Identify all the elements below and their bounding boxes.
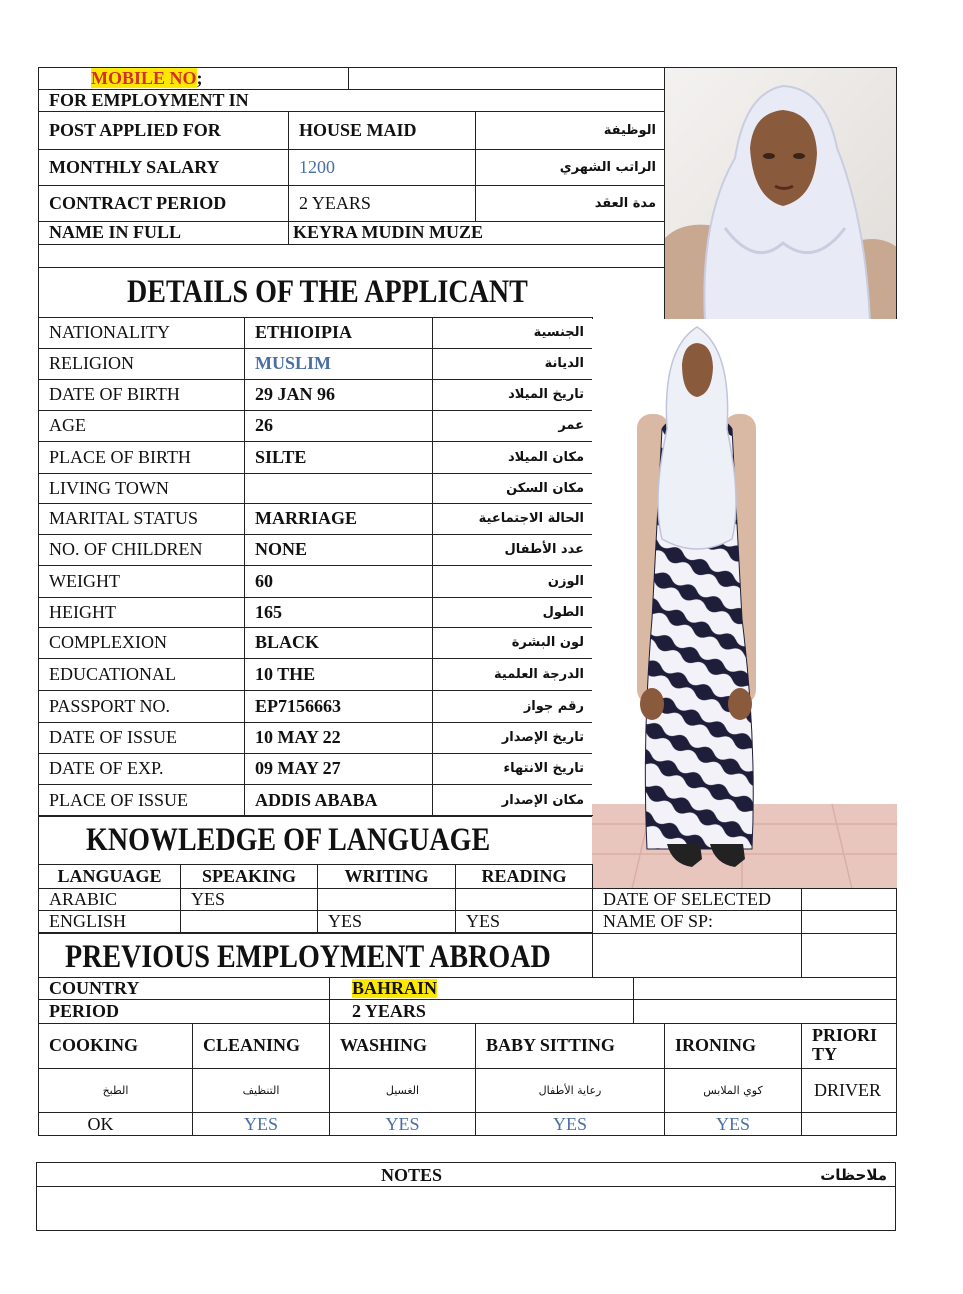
detail-arabic-cell [432, 658, 593, 691]
detail-value: 60 [255, 570, 273, 591]
language-title-cell [38, 815, 593, 865]
skill-arabic-cell [801, 1068, 897, 1113]
detail-value-cell [244, 503, 433, 535]
detail-label-cell [38, 441, 245, 474]
skill-value-cell [192, 1112, 330, 1136]
language-header-cell [180, 864, 318, 889]
full-body-photo [592, 319, 897, 889]
detail-label-cell [38, 348, 245, 380]
detail-value: 10 THE [255, 663, 316, 684]
language-header: SPEAKING [201, 866, 297, 886]
detail-arabic-cell [432, 379, 593, 411]
post-arabic-cell: الوظيفة [475, 111, 665, 150]
detail-arabic: تاريخ الإصدار [501, 729, 584, 745]
detail-arabic-cell [432, 753, 593, 785]
mobile-row: MOBILE NO; [38, 67, 349, 90]
detail-label-cell [38, 753, 245, 785]
skill-header: BABY SITTING [486, 1035, 615, 1056]
detail-arabic-cell [432, 317, 593, 349]
contract-value-cell: 2 YEARS [288, 185, 476, 222]
detail-label-cell [38, 534, 245, 566]
detail-arabic-cell [432, 441, 593, 474]
skill-arabic-cell [38, 1068, 193, 1113]
detail-arabic: لون البشرة [511, 634, 584, 650]
detail-value: 10 MAY 22 [255, 727, 341, 748]
notes-arabic: ملاحظات [820, 1165, 887, 1184]
language-cell [38, 910, 181, 933]
skill-header: PRIORI TY [812, 1025, 878, 1064]
previous-title: PREVIOUS EMPLOYMENT ABROAD [65, 939, 551, 975]
detail-value: ADDIS ABABA [255, 789, 378, 810]
language-value: YES [328, 910, 363, 931]
detail-value-cell [244, 690, 433, 723]
detail-arabic-cell [432, 722, 593, 754]
language-header-cell [317, 864, 456, 889]
skill-arabic-cell [664, 1068, 802, 1113]
skill-value: OK [87, 1114, 114, 1134]
detail-label: DATE OF ISSUE [49, 727, 178, 748]
detail-arabic: الجنسية [533, 324, 584, 340]
detail-arabic-cell [432, 690, 593, 723]
skill-value: YES [552, 1114, 587, 1134]
skill-arabic: الطبخ [102, 1083, 129, 1097]
skill-value-cell [38, 1112, 193, 1136]
period-label-cell: PERIOD [38, 999, 330, 1024]
post-value-cell: HOUSE MAID [288, 111, 476, 150]
detail-arabic-cell [432, 627, 593, 659]
skill-header-cell [475, 1023, 665, 1069]
detail-label-cell [38, 658, 245, 691]
contract-label-cell: CONTRACT PERIOD [38, 185, 289, 222]
detail-value-cell [244, 722, 433, 754]
detail-value-cell [244, 473, 433, 504]
skill-arabic-cell [475, 1068, 665, 1113]
skill-header-cell [38, 1023, 193, 1069]
skill-header-cell [192, 1023, 330, 1069]
detail-label: MARITAL STATUS [49, 508, 198, 529]
skill-value-cell [329, 1112, 476, 1136]
skill-arabic-cell [192, 1068, 330, 1113]
skill-header: COOKING [49, 1035, 139, 1056]
detail-arabic-cell [432, 534, 593, 566]
mobile-value-field[interactable] [348, 67, 665, 90]
name-sp-field[interactable] [801, 910, 897, 934]
detail-value: MARRIAGE [255, 508, 357, 529]
detail-label-cell [38, 317, 245, 349]
for-employment-label: FOR EMPLOYMENT IN [49, 89, 249, 110]
detail-arabic-cell [432, 348, 593, 380]
name-sp-label-cell: NAME OF SP: [592, 910, 802, 934]
detail-value-cell [244, 658, 433, 691]
country-label-cell: COUNTRY [38, 977, 330, 1000]
date-selected-field[interactable] [801, 888, 897, 911]
detail-arabic-cell [432, 503, 593, 535]
detail-label: LIVING TOWN [49, 477, 169, 498]
blank-row [38, 244, 665, 268]
detail-arabic: الطول [542, 604, 584, 620]
notes-label: NOTES [381, 1165, 443, 1185]
language-header-cell [455, 864, 593, 889]
language-cell [317, 910, 456, 933]
language-cell [180, 910, 318, 933]
details-title: DETAILS OF THE APPLICANT [127, 274, 528, 310]
detail-value-cell [244, 627, 433, 659]
detail-arabic: تاريخ الميلاد [508, 386, 584, 402]
detail-arabic-cell [432, 597, 593, 628]
detail-label: RELIGION [49, 353, 134, 374]
detail-value: 29 JAN 96 [255, 384, 335, 405]
detail-label-cell [38, 690, 245, 723]
detail-label: NATIONALITY [49, 322, 170, 343]
skill-arabic-cell [329, 1068, 476, 1113]
detail-label: COMPLEXION [49, 632, 168, 653]
detail-label: DATE OF EXP. [49, 758, 164, 779]
detail-label: NO. OF CHILDREN [49, 539, 203, 560]
previous-title-cell [38, 933, 593, 978]
detail-arabic: رقم جواز [523, 698, 584, 714]
detail-arabic: عدد الأطفال [504, 541, 584, 557]
skill-header-cell [801, 1023, 897, 1069]
detail-label: HEIGHT [49, 601, 116, 622]
skill-header: WASHING [340, 1035, 428, 1056]
detail-value-cell [244, 348, 433, 380]
detail-value-cell [244, 753, 433, 785]
detail-value-cell [244, 534, 433, 566]
detail-label-cell [38, 565, 245, 598]
portrait-photo [664, 67, 897, 320]
detail-value-cell [244, 784, 433, 817]
detail-value: 26 [255, 415, 273, 436]
salary-value-cell: 1200 [288, 149, 476, 186]
detail-value-cell [244, 565, 433, 598]
detail-value-cell [244, 317, 433, 349]
language-value: YES [466, 910, 501, 931]
language-header: LANGUAGE [57, 866, 162, 886]
notes-field[interactable] [36, 1186, 896, 1231]
skill-value: YES [243, 1114, 278, 1134]
post-label-cell: POST APPLIED FOR [38, 111, 289, 150]
for-employment-row [38, 89, 665, 112]
detail-arabic: تاريخ الانتهاء [503, 760, 584, 776]
name-value-cell: KEYRA MUDIN MUZE [288, 221, 665, 245]
name-label-cell: NAME IN FULL [38, 221, 289, 245]
detail-label-cell [38, 597, 245, 628]
detail-arabic: مكان السكن [506, 480, 584, 496]
detail-value-cell [244, 441, 433, 474]
language-header: WRITING [344, 866, 429, 886]
skill-arabic: التنظيف [242, 1083, 280, 1097]
period-extra-cell [633, 999, 897, 1024]
detail-label-cell [38, 722, 245, 754]
detail-arabic: الحالة الاجتماعية [478, 510, 584, 526]
date-selected-label-cell: DATE OF SELECTED [592, 888, 802, 911]
detail-value: 165 [255, 601, 282, 622]
country-extra-cell [633, 977, 897, 1000]
contract-arabic-cell: مدة العقد [475, 185, 665, 222]
detail-label-cell [38, 627, 245, 659]
detail-value: ETHIOIPIA [255, 322, 353, 343]
language-value: ENGLISH [49, 910, 126, 931]
skill-value-cell [475, 1112, 665, 1136]
detail-label: PASSPORT NO. [49, 695, 170, 716]
detail-value-cell [244, 597, 433, 628]
skill-value: YES [715, 1114, 750, 1134]
detail-arabic: مكان الإصدار [501, 792, 584, 808]
notes-header-cell [36, 1162, 896, 1187]
detail-arabic-cell [432, 784, 593, 817]
language-value: YES [191, 888, 226, 909]
detail-value: SILTE [255, 446, 307, 467]
detail-label: PLACE OF ISSUE [49, 789, 189, 810]
detail-value: MUSLIM [255, 353, 331, 374]
detail-label-cell [38, 503, 245, 535]
mobile-label: MOBILE NO [91, 67, 197, 88]
language-cell [180, 888, 318, 911]
detail-arabic: عمر [558, 417, 584, 433]
detail-value-cell [244, 379, 433, 411]
detail-value: NONE [255, 539, 308, 560]
detail-label-cell [38, 784, 245, 817]
detail-arabic-cell [432, 473, 593, 504]
skill-value: YES [385, 1114, 420, 1134]
previous-blank-b [801, 933, 897, 978]
salary-arabic-cell: الراتب الشهري [475, 149, 665, 186]
language-cell [317, 888, 456, 911]
skill-value-cell [664, 1112, 802, 1136]
detail-arabic-cell [432, 565, 593, 598]
detail-arabic: مكان الميلاد [507, 449, 584, 465]
detail-label: AGE [49, 415, 86, 436]
skill-arabic: DRIVER [814, 1079, 881, 1100]
skill-header: IRONING [675, 1035, 757, 1056]
skill-value-cell [801, 1112, 897, 1136]
period-value-cell: 2 YEARS [329, 999, 634, 1024]
language-title: KNOWLEDGE OF LANGUAGE [86, 822, 491, 858]
skill-header: CLEANING [203, 1035, 301, 1056]
language-header: READING [481, 866, 567, 886]
detail-arabic: الديانة [544, 355, 584, 371]
language-cell [455, 910, 593, 933]
salary-label-cell: MONTHLY SALARY [38, 149, 289, 186]
language-header-cell [38, 864, 181, 889]
skill-arabic: رعاية الأطفال [538, 1083, 602, 1097]
detail-value-cell [244, 410, 433, 442]
detail-value: 09 MAY 27 [255, 758, 341, 779]
detail-label: DATE OF BIRTH [49, 384, 180, 405]
detail-label: EDUCATIONAL [49, 663, 176, 684]
detail-label-cell [38, 473, 245, 504]
detail-label: WEIGHT [49, 570, 120, 591]
language-cell [455, 888, 593, 911]
detail-arabic: الوزن [547, 573, 584, 589]
detail-label-cell [38, 410, 245, 442]
detail-value: EP7156663 [255, 695, 342, 716]
language-cell [38, 888, 181, 911]
detail-value: BLACK [255, 632, 320, 653]
skill-header-cell [664, 1023, 802, 1069]
detail-label-cell [38, 379, 245, 411]
skill-arabic: الغسيل [385, 1083, 420, 1097]
skill-arabic: كوي الملابس [703, 1083, 763, 1097]
detail-arabic-cell [432, 410, 593, 442]
country-value-cell: BAHRAIN [329, 977, 634, 1000]
skill-header-cell [329, 1023, 476, 1069]
detail-arabic: الدرجة العلمية [494, 666, 584, 682]
details-title-cell [38, 267, 665, 317]
detail-label: PLACE OF BIRTH [49, 446, 191, 467]
previous-blank-a [592, 933, 802, 978]
language-value: ARABIC [49, 888, 118, 909]
